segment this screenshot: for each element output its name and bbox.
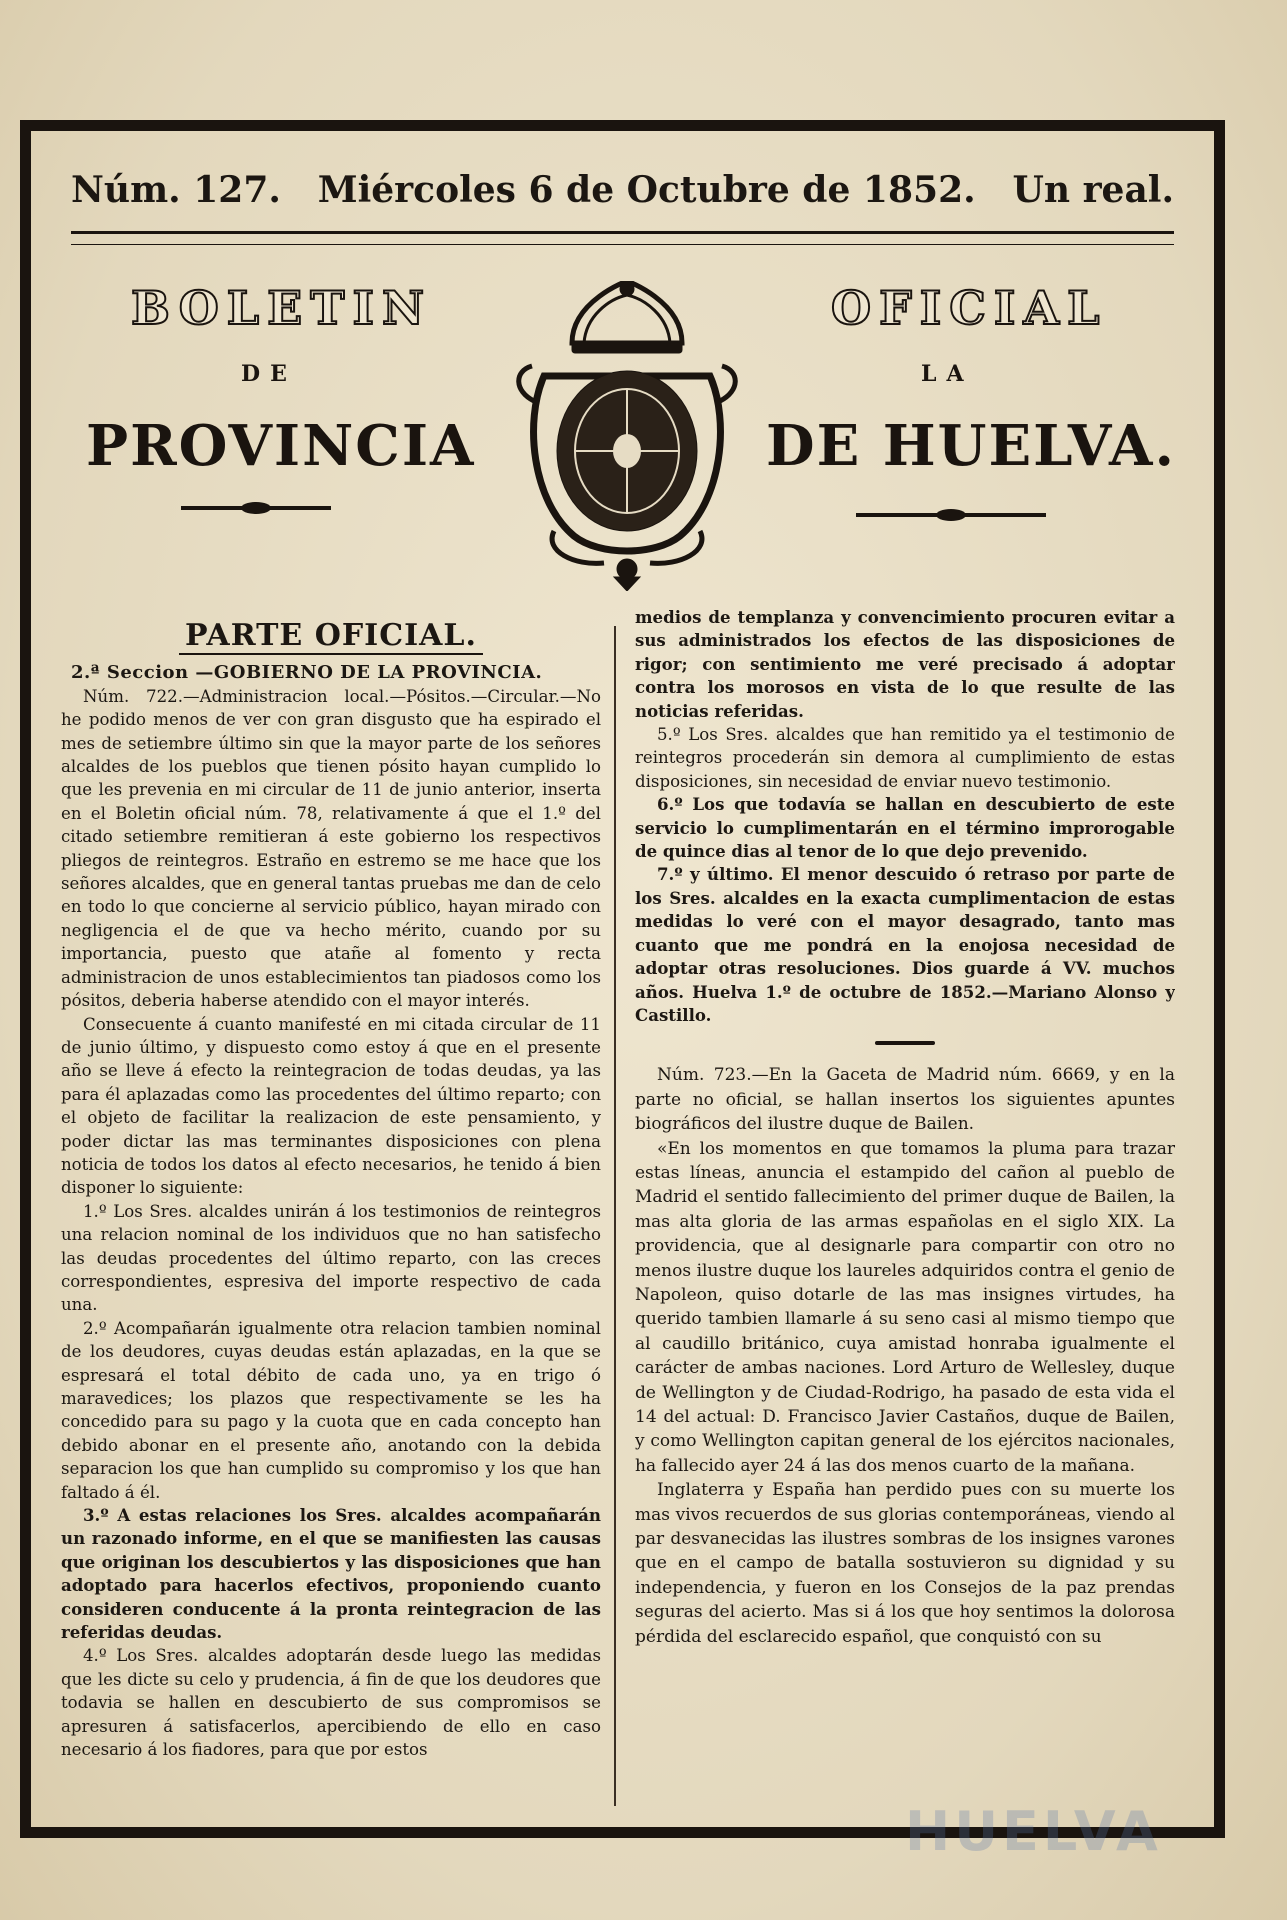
header-double-rule (71, 231, 1174, 245)
issue-number: Núm. 127. (71, 169, 281, 211)
section-heading: 2.ª Seccion —GOBIERNO DE LA PROVINCIA. (71, 662, 543, 684)
masthead-word-de: DE (241, 361, 297, 387)
masthead-word-oficial: OFICIAL (831, 281, 1108, 335)
circular-article-1: 1.º Los Sres. alcaldes unirán á los testimonios de reintegros una relacion nominal de los individuos que no han satisfecho las deudas procedentes del último reparto, con las creces correspondientes, espresiva del importe respectivo de cada una. (61, 1201, 601, 1315)
right-column (635, 606, 1175, 1836)
page-border-frame (20, 120, 1225, 1838)
royal-crest-icon (514, 281, 740, 591)
circular-article-6: 6.º Los que todavía se hallan en descubierto de este servicio lo cumplimentarán en el término improrogable de quince dias al tenor de lo que dejo prevenido. (635, 794, 1175, 862)
library-stamp: HUELVA (905, 1800, 1162, 1863)
masthead-ornament-right (856, 513, 1046, 517)
circular-paragraph-2: Consecuente á cuanto manifesté en mi citada circular de 11 de junio último, y dispuesto como estoy á que en el presente año se lleve á efecto la reintegracion de todas deudas, ya las para él aplazadas como las procedentes del último reparto; con el objeto de facilitar la realizacion de este pensamiento, y poder dictar las mas terminantes disposiciones con plena noticia de todos los datos al efecto necesarios, he tenido á bien disponer lo siguiente: (61, 1014, 601, 1198)
masthead (31, 281, 1214, 581)
article-separator (875, 1041, 935, 1045)
circular-article-3: 3.º A estas relaciones los Sres. alcaldes acompañarán un razonado informe, en el que se manifiesten las causas que originan los descubiertos y las disposiciones que han adoptado para hacerlos efectivos, proponiendo cuanto consideren conducente á la pronta reintegracion de las referidas deudas. (61, 1505, 601, 1643)
gaceta-notice: Núm. 723.—En la Gaceta de Madrid núm. 6669, y en la parte no oficial, se hallan insertos los siguientes apuntes biográficos del ilustre duque de Bailen. (635, 1065, 1175, 1135)
circular-article-7: 7.º y último. El menor descuido ó retraso por parte de los Sres. alcaldes en la exacta cumplimentacion de estas medidas lo veré con el mayor desagrado, tanto mas cuanto que me pondrá en la enojosa necesidad de adoptar otras resoluciones. Dios guarde á VV. muchos años. Huelva 1.º de octubre de 1852.—Mariano Alonso y Castillo. (635, 864, 1175, 1025)
issue-header (71, 169, 1174, 219)
masthead-word-la: LA (921, 361, 974, 387)
column-divider (614, 626, 616, 1806)
section-title: PARTE OFICIAL. (61, 624, 601, 647)
issue-date: Miércoles 6 de Octubre de 1852. (317, 169, 976, 211)
masthead-word-de-huelva: DE HUELVA. (766, 413, 1176, 479)
circular-paragraph-1: Núm. 722.—Administracion local.—Pósitos.—Circular.—No he podido menos de ver con gran disgusto que ha espirado el mes de setiembre último sin que la mayor parte de los señores alcaldes de los pueblos que tienen pósito hayan cumplido lo que les prevenia en mi circular de 11 de junio anterior, inserta en el Boletin oficial núm. 78, relativamente á que el 1.º del citado setiembre remitieran á este gobierno los respectivos pliegos de reintegros. Estraño en estremo se me hace que los señores alcaldes, que en general tantas pruebas me dan de celo en todo lo que concierne al servicio público, hayan mirado con negligencia el de que va hecho mérito, cuando por su importancia, puesto que atañe al fomento y recta administracion de unos establecimientos tan piadosos como los pósitos, deberia haberse atendido con el mayor interés. (61, 686, 601, 1011)
masthead-ornament-left (181, 506, 331, 510)
circular-continuation: medios de templanza y convencimiento procuren evitar a sus administrados los efectos de las disposiciones de rigor; con sentimiento me veré precisado á adoptar contra los morosos en vista de lo que resulte de las noticias referidas. (635, 607, 1175, 721)
left-column (61, 606, 601, 1836)
masthead-word-provincia: PROVINCIA (86, 413, 476, 479)
biography-paragraph-2: Inglaterra y España han perdido pues con su muerte los mas vivos recuerdos de sus glorias contemporáneas, viendo al par desvanecidas las ilustres sombras de los insignes varones que en el campo de batalla sostuvieron su dignidad y su independencia, y fueron en los Consejos de la paz prendas seguras del acierto. Mas si á los que hoy sentimos la dolorosa pérdida del esclarecido español, que conquistó con su (635, 1480, 1175, 1647)
biography-paragraph-1: «En los momentos en que tomamos la pluma para trazar estas líneas, anuncia el estampido del cañon al pueblo de Madrid el sentido fallecimiento del primer duque de Bailen, la mas alta gloria de las armas españolas en el siglo XIX. La providencia, que al designarle para compartir con otro no menos ilustre duque los laureles adquiridos contra el genio de Napoleon, quiso dotarle de las mas insignes virtudes, ha querido tambien llamarle á su seno casi al mismo tiempo que al caudillo británico, cuya amistad honraba igualmente el carácter de ambas naciones. Lord Arturo de Wellesley, duque de Wellington y de Ciudad-Rodrigo, ha pasado de esta vida el 14 del actual: D. Francisco Javier Castaños, duque de Bailen, y como Wellington capitan general de los ejércitos nacionales, ha fallecido ayer 24 á las dos menos cuarto de la mañana. (635, 1138, 1175, 1476)
circular-article-4: 4.º Los Sres. alcaldes adoptarán desde luego las medidas que les dicte su celo y prudencia, á fin de que los deudores que todavia se hallen en descubierto de sus compromisos se apresuren á satisfacerlos, apercibiendo de ello en caso necesario á los fiadores, para que por estos (61, 1646, 601, 1760)
circular-article-5: 5.º Los Sres. alcaldes que han remitido ya el testimonio de reintegros procederán sin demora al cumplimiento de estas disposiciones, sin necesidad de enviar nuevo testimonio. (635, 725, 1175, 791)
issue-price: Un real. (1012, 169, 1174, 211)
masthead-word-boletin: BOLETIN (131, 281, 433, 335)
circular-article-2: 2.º Acompañarán igualmente otra relacion tambien nominal de los deudores, cuyas deudas están aplazadas, en la que se espresará el total débito de cada uno, ya en trigo ó maravedices; los plazos que respectivamente se les ha concedido para su pago y la cuota que en cada concepto han debido abonar en el presente año, anotando con la debida separacion los que han cumplido su compromiso y los que han faltado á él. (61, 1318, 601, 1502)
